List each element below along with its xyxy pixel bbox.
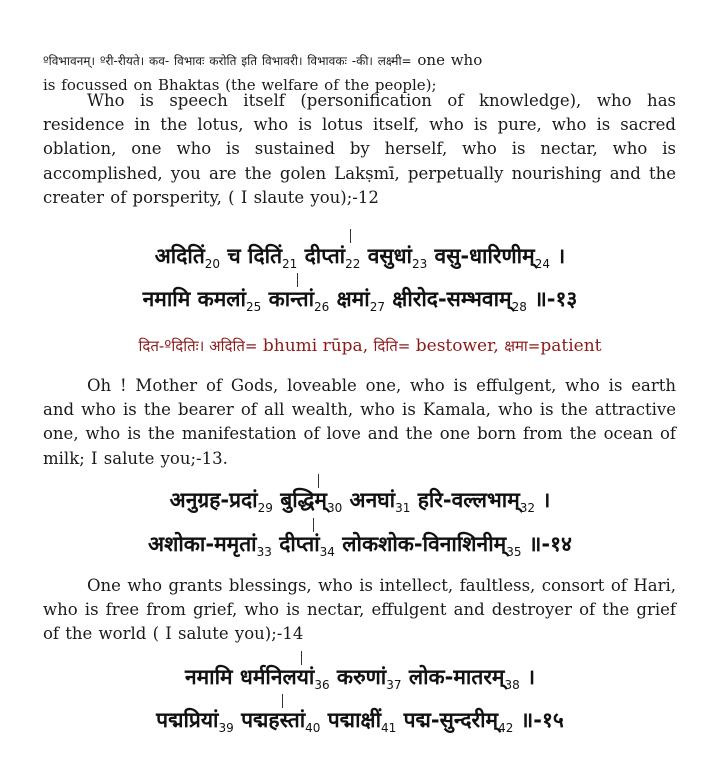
- verse-number: 26: [314, 300, 330, 314]
- verse-number: 42: [498, 721, 514, 735]
- verse-word: हरि-वल्लभाम्: [410, 488, 520, 512]
- verse-danda: ।: [535, 488, 551, 512]
- verse-word: पद्मप्रियां: [156, 708, 219, 732]
- verse-number: 41: [381, 721, 397, 735]
- verse-number: 31: [395, 501, 411, 515]
- verse-end: ॥-१४: [521, 532, 572, 556]
- verse-number: 22: [345, 257, 361, 271]
- verse-number: 35: [506, 545, 522, 559]
- verse-number: 38: [504, 678, 520, 692]
- verse-14-line-1: [0, 663, 720, 692]
- translation-12: Who is speech itself (personification of knowledge), who has residence in the lotus, who is lotus itself, who is pure, who is sacred oblation, one who is sustained by herself, who is nectar, who is accomplished, you are the golen Lakṣmī, perpetually nourishing and the creater of porsperity, ( I slaute you);-12: [43, 91, 676, 207]
- intro-english-tail: one who: [411, 51, 483, 69]
- verse-word: लोक-मातरम्: [401, 665, 505, 689]
- caesura-mark: [350, 229, 351, 243]
- caesura-mark: [297, 273, 298, 287]
- verse-12-line-2: [0, 285, 720, 314]
- gloss-english: patient: [540, 336, 602, 356]
- verse-13-line-2: [0, 530, 720, 559]
- verse-word: दीप्तां: [297, 244, 346, 268]
- verse-word: अदितिं: [154, 244, 205, 268]
- verse-word: बुद्धिम्: [272, 488, 327, 512]
- verse-number: 33: [256, 545, 272, 559]
- verse-end: ॥-१५: [513, 708, 564, 732]
- verse-word: वसुधां: [360, 244, 412, 268]
- verse-13-line-1: [0, 486, 720, 515]
- glossary-note: [60, 336, 680, 356]
- verse-14-line-2: [0, 706, 720, 735]
- verse-word: अशोका-ममृतां: [148, 532, 257, 556]
- verse-number: 28: [511, 300, 527, 314]
- gloss-devanagari: क्षमा=: [504, 337, 541, 355]
- verse-number: 25: [245, 300, 262, 314]
- verse-number: 34: [319, 545, 335, 559]
- verse-word: नमामि धर्मनिलयां: [184, 665, 315, 689]
- verse-number: 36: [314, 678, 330, 692]
- caesura-mark: [318, 474, 319, 488]
- verse-number: 39: [218, 721, 234, 735]
- verse-number: 24: [534, 257, 550, 271]
- verse-word: क्षीरोद-सम्भवाम्: [384, 287, 512, 311]
- verse-number: 21: [282, 257, 298, 271]
- verse-word: अनुग्रह-प्रदां: [169, 488, 258, 512]
- intro-line2: is focussed on Bhaktas (the welfare of the people);: [43, 76, 437, 94]
- translation-14: One who grants blessings, who is intellect, faultless, consort of Hari, who is free from grief, who is nectar, effulgent and destroyer of the grief of the world ( I salute you);-14: [43, 576, 676, 644]
- verse-number: 29: [257, 501, 273, 515]
- verse-number: 27: [369, 300, 385, 314]
- verse-word: पद्माक्षीं: [320, 708, 382, 732]
- gloss-devanagari: दिति=: [373, 337, 411, 355]
- caesura-mark: [301, 651, 302, 665]
- verse-word: नमामि कमलां: [142, 287, 246, 311]
- verse-number: 20: [204, 257, 221, 271]
- verse-end: ॥-१३: [526, 287, 578, 311]
- verse-number: 32: [519, 501, 536, 515]
- gloss-english: bestower,: [410, 336, 505, 356]
- verse-word: करुणां: [329, 665, 387, 689]
- caesura-mark: [313, 518, 314, 532]
- verse-number: 30: [326, 501, 343, 515]
- translation-13: Oh ! Mother of Gods, loveable one, who is effulgent, who is earth and who is the bearer of all wealth, who is Kamala, who is the attractive one, who is the manifestation of love and the one born from the ocean of milk; I salute you;-13.: [43, 376, 676, 468]
- verse-word: वसु-धारिणीम्: [427, 244, 535, 268]
- verse-danda: ।: [519, 665, 536, 689]
- gloss-devanagari: दित-ºदितिः। अदिति=: [138, 337, 258, 355]
- verse-12-line-1: [0, 242, 720, 271]
- verse-word: च दितिं: [220, 244, 283, 268]
- verse-number: 23: [411, 257, 428, 271]
- verse-number: 37: [386, 678, 402, 692]
- gloss-english: bhumi rūpa,: [257, 336, 374, 356]
- verse-danda: ।: [549, 244, 566, 268]
- verse-word: लोकशोक-विनाशिनीम्: [334, 532, 507, 556]
- verse-number: 40: [305, 721, 321, 735]
- verse-word: पद्म-सुन्दरीम्: [396, 708, 499, 732]
- verse-word: पद्महस्तां: [233, 708, 306, 732]
- intro-devanagari: ºविभावनम्। ºरी-रीयते। कव- विभावः करोति इति विभावरी। विभावकः -की। लक्ष्मी=: [43, 54, 412, 68]
- verse-word: कान्तां: [261, 287, 315, 311]
- verse-word: क्षमां: [329, 287, 370, 311]
- caesura-mark: [282, 694, 283, 708]
- verse-word: दीप्तां: [271, 532, 320, 556]
- verse-word: अनघां: [342, 488, 396, 512]
